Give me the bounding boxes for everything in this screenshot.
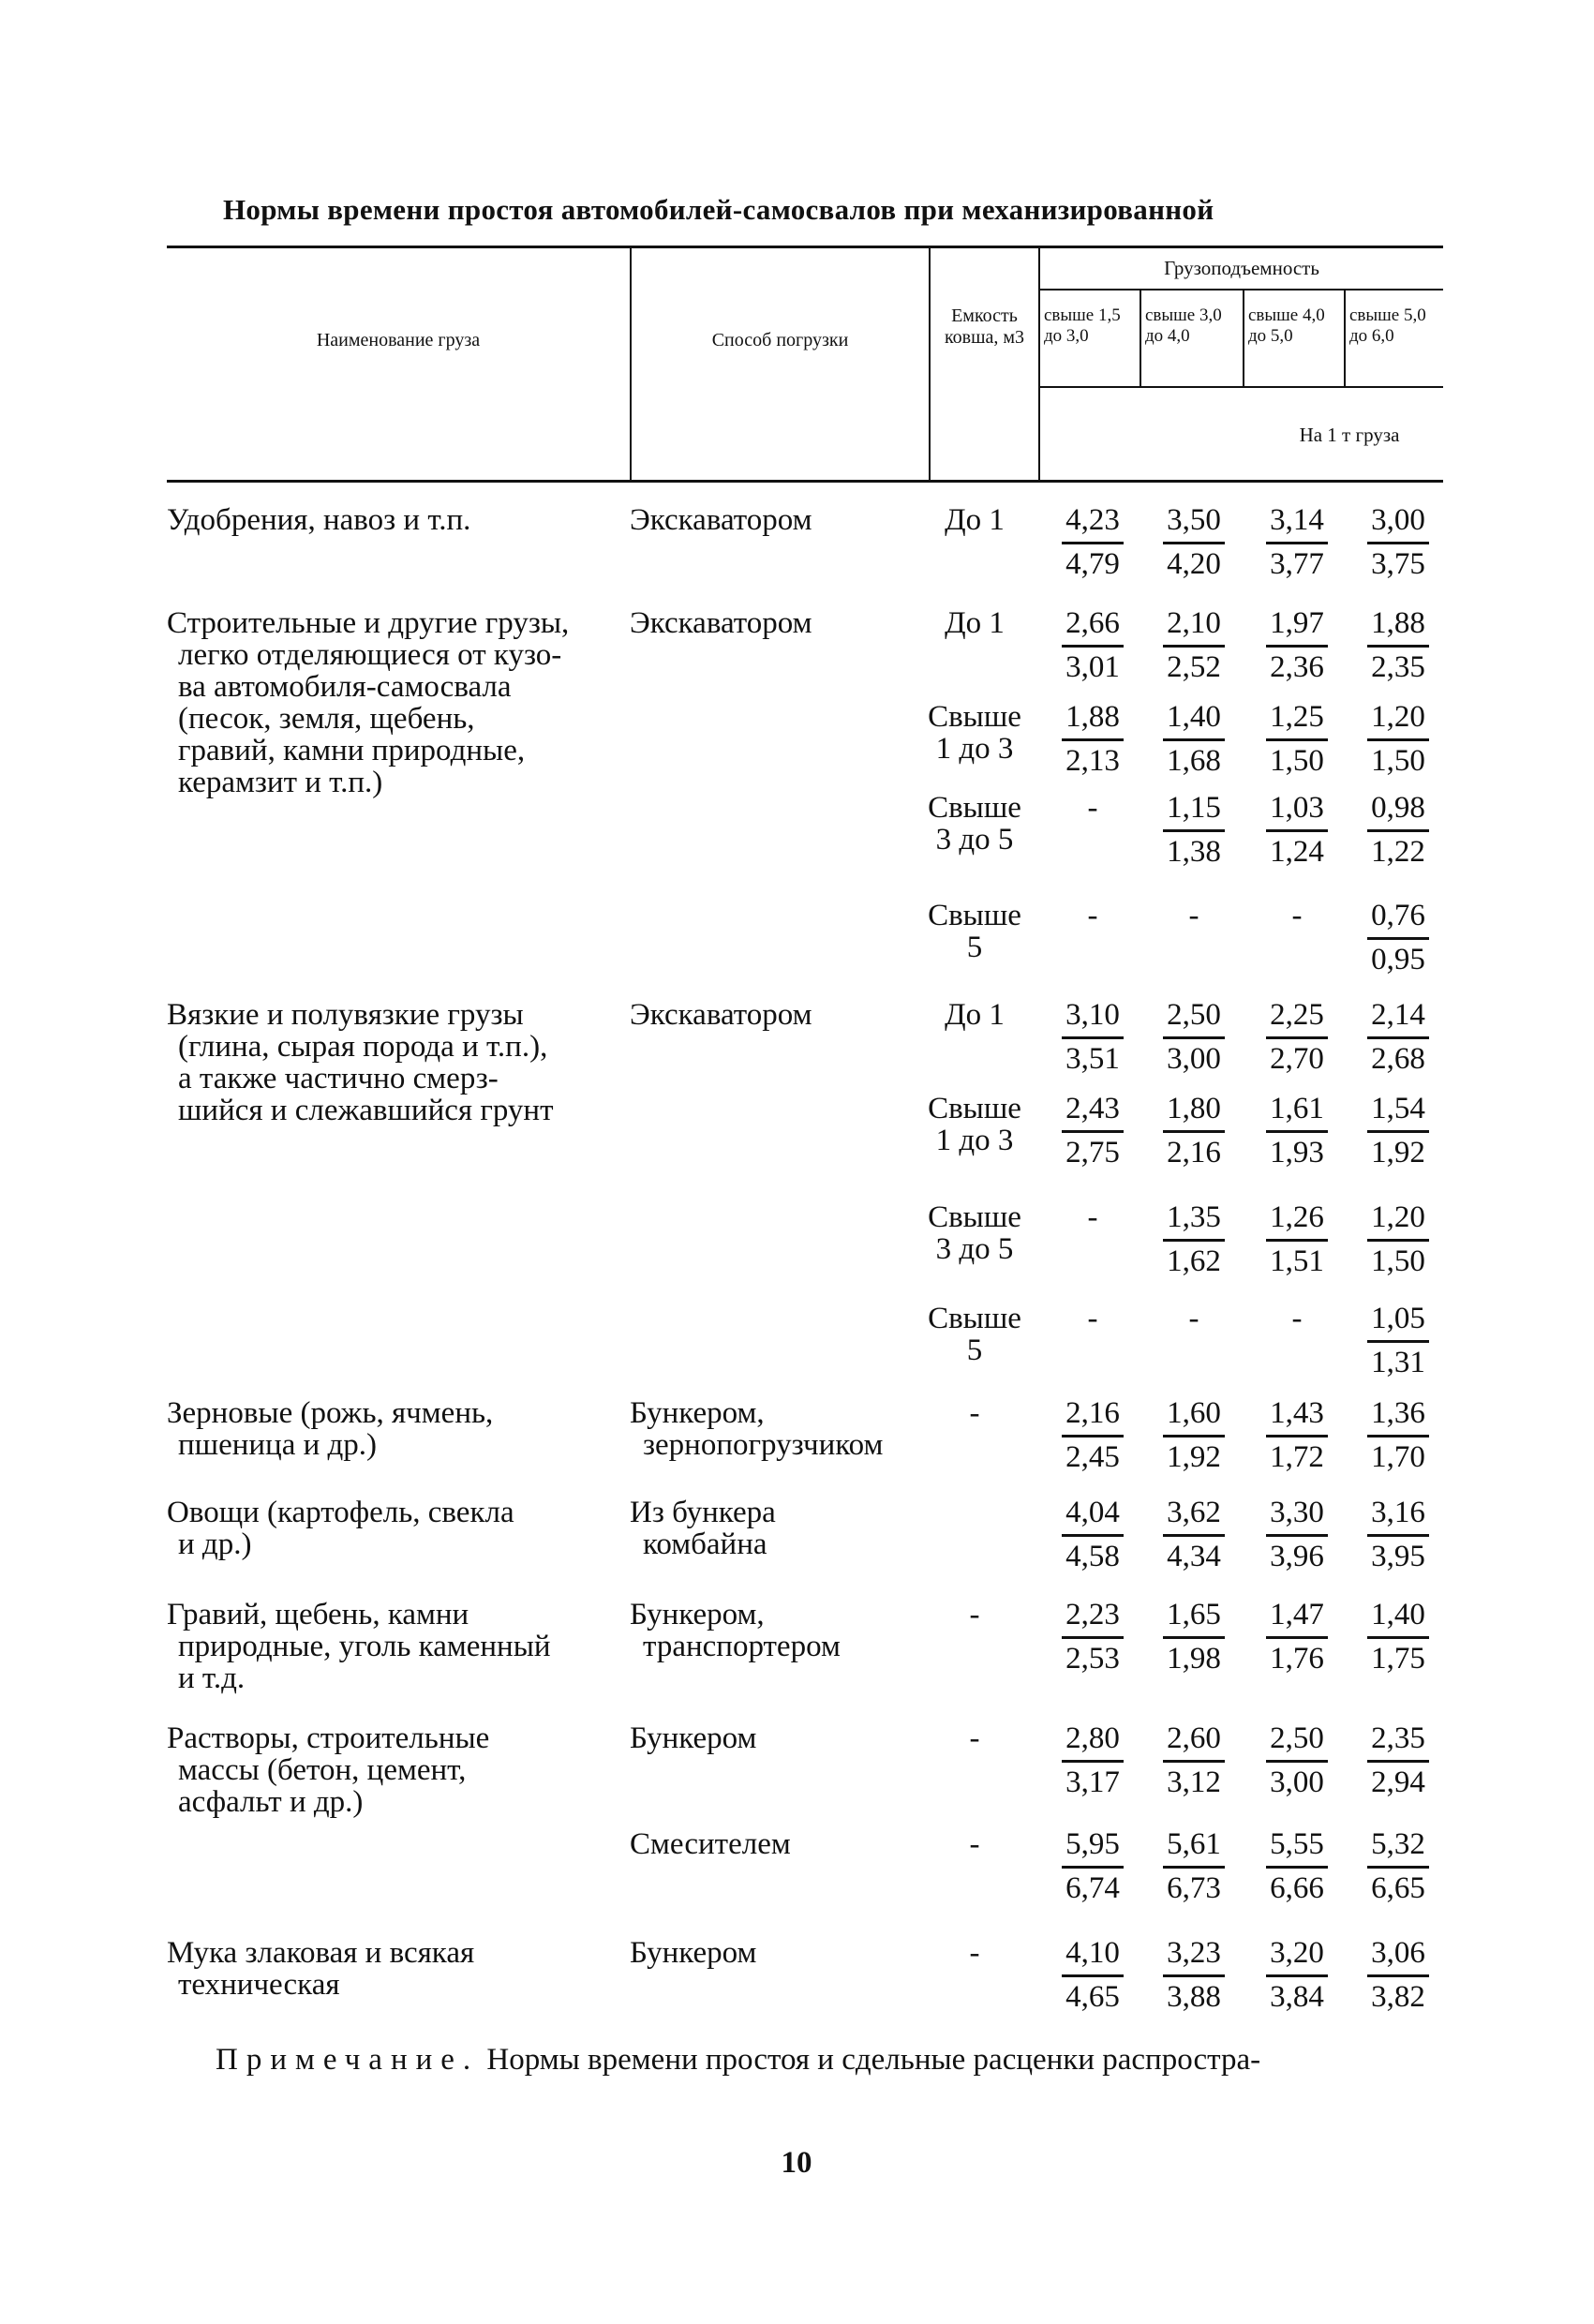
bucket-capacity-line: Свыше	[928, 791, 1021, 825]
norm-value-cell	[1059, 1397, 1126, 1477]
fraction-bar	[1367, 645, 1429, 648]
fraction-bar	[1367, 1866, 1429, 1869]
fraction-bar	[1163, 1636, 1225, 1639]
fraction-bar	[1163, 1239, 1225, 1242]
norm-time-value: 2,35	[1371, 1721, 1425, 1755]
rate-value: 2,16	[1167, 1136, 1221, 1169]
empty-value-dash: -	[1188, 1302, 1199, 1335]
norm-value-cell	[1364, 900, 1432, 979]
bucket-capacity-line: Свыше	[928, 1200, 1021, 1234]
rate-value: 3,77	[1270, 547, 1324, 581]
fraction-bar	[1367, 1435, 1429, 1438]
rate-value: 2,75	[1065, 1136, 1120, 1169]
norm-time-value: 1,40	[1371, 1598, 1425, 1631]
fraction-bar	[1163, 738, 1225, 741]
rate-value: 3,00	[1167, 1042, 1221, 1076]
rate-value: 1,92	[1167, 1440, 1221, 1474]
header-method: Способ погрузки	[711, 330, 849, 350]
cargo-name-line: Удобрения, навоз и т.п.	[167, 503, 471, 537]
col-divider-4	[1140, 289, 1141, 386]
norm-time-value: 5,95	[1065, 1827, 1120, 1861]
fraction-bar	[1266, 645, 1328, 648]
fraction-bar	[1062, 1534, 1124, 1537]
norm-value-cell	[1059, 504, 1126, 584]
col-divider-6	[1344, 289, 1346, 386]
norm-time-value: 3,14	[1270, 503, 1324, 537]
header-cargo: Наименование груза	[316, 330, 481, 350]
rate-value: 3,12	[1167, 1765, 1221, 1799]
fraction-bar	[1367, 1036, 1429, 1039]
norm-time-value: 2,14	[1371, 998, 1425, 1032]
norm-time-value: 1,40	[1167, 700, 1221, 734]
bucket-capacity-line: -	[969, 1598, 980, 1631]
rate-value: 2,70	[1270, 1042, 1324, 1076]
norm-value-cell	[1160, 607, 1228, 687]
fraction-bar	[1062, 1130, 1124, 1133]
fraction-bar	[1367, 1636, 1429, 1639]
loading-method-line: Экскаватором	[630, 503, 812, 537]
header-capacity-col-4: свыше 5,0 до 6,0	[1349, 305, 1426, 346]
norm-value-cell	[1160, 701, 1228, 781]
fraction-bar	[1266, 1534, 1328, 1537]
cargo-name-line: (песок, земля, щебень,	[178, 702, 475, 736]
cargo-name-line: шийся и слежавшийся грунт	[178, 1094, 554, 1127]
norm-value-cell	[1364, 701, 1432, 781]
bucket-capacity-line: 5	[966, 1333, 983, 1367]
norm-time-value: 4,23	[1065, 503, 1120, 537]
rate-value: 0,95	[1371, 943, 1425, 976]
norm-value-cell	[1263, 1397, 1331, 1477]
cargo-name-line: гравий, камни природные,	[178, 734, 526, 767]
bucket-capacity-line: Свыше	[928, 1092, 1021, 1125]
norm-value-cell	[1364, 1722, 1432, 1802]
rate-value: 6,66	[1270, 1871, 1324, 1905]
norm-time-value: 4,10	[1065, 1936, 1120, 1970]
rate-value: 2,68	[1371, 1042, 1425, 1076]
norm-time-value: 5,32	[1371, 1827, 1425, 1861]
norm-value-cell	[1059, 1828, 1126, 1908]
fraction-bar	[1367, 1534, 1429, 1537]
loading-method-line: Бункером,	[630, 1396, 765, 1430]
fraction-bar	[1367, 1239, 1429, 1242]
cargo-name-line: массы (бетон, цемент,	[178, 1753, 467, 1787]
footnote-label: Примечание.	[216, 2043, 480, 2077]
norm-time-value: 1,15	[1167, 791, 1221, 825]
rate-value: 3,75	[1371, 547, 1425, 581]
rate-value: 4,20	[1167, 547, 1221, 581]
header-capacity-col-3: свыше 4,0 до 5,0	[1248, 305, 1325, 346]
norm-time-value: 3,06	[1371, 1936, 1425, 1970]
norm-time-value: 1,03	[1270, 791, 1324, 825]
bucket-capacity-line: -	[969, 1721, 980, 1755]
rate-value: 6,74	[1065, 1871, 1120, 1905]
bucket-capacity-line: 5	[966, 931, 983, 964]
norm-time-value: 3,62	[1167, 1496, 1221, 1529]
rate-value: 1,31	[1371, 1346, 1425, 1379]
rate-value: 1,93	[1270, 1136, 1324, 1169]
header-per-unit: На 1 т груза	[1299, 424, 1400, 446]
empty-value-dash: -	[1087, 1200, 1098, 1234]
norm-value-cell	[1160, 1828, 1228, 1908]
footnote	[216, 2043, 1434, 2078]
empty-value-dash: -	[1291, 899, 1303, 932]
norm-value-cell	[1364, 1093, 1432, 1172]
col-divider-3	[1038, 246, 1040, 480]
bucket-capacity-line: -	[969, 1396, 980, 1430]
rate-value: 3,95	[1371, 1540, 1425, 1573]
norm-value-cell	[1059, 1722, 1126, 1802]
norm-value-cell	[1263, 504, 1331, 584]
rate-value: 2,36	[1270, 650, 1324, 684]
norm-time-value: 2,16	[1065, 1396, 1120, 1430]
norm-value-cell	[1059, 1497, 1126, 1576]
norm-time-value: 1,88	[1371, 606, 1425, 640]
header-capacity-col-2: свыше 3,0 до 4,0	[1145, 305, 1222, 346]
norm-time-value: 1,25	[1270, 700, 1324, 734]
loading-method-line: Бункером	[630, 1721, 757, 1755]
norm-time-value: 2,66	[1065, 606, 1120, 640]
rate-value: 1,70	[1371, 1440, 1425, 1474]
norm-value-cell	[1263, 792, 1331, 872]
fraction-bar	[1266, 1760, 1328, 1763]
rate-value: 2,35	[1371, 650, 1425, 684]
fraction-bar	[1266, 542, 1328, 544]
norm-value-cell	[1059, 1937, 1126, 2017]
rate-value: 1,62	[1167, 1244, 1221, 1278]
rate-value: 3,84	[1270, 1980, 1324, 2014]
norm-value-cell	[1364, 999, 1432, 1079]
rate-value: 1,76	[1270, 1642, 1324, 1676]
norm-value-cell	[1364, 1303, 1432, 1382]
bucket-capacity-line: -	[969, 1827, 980, 1861]
norm-time-value: 2,50	[1270, 1721, 1324, 1755]
cargo-name-line: ва автомобиля-самосвала	[178, 670, 512, 704]
rate-value: 1,38	[1167, 835, 1221, 869]
norm-value-cell	[1160, 1599, 1228, 1678]
cargo-name-line: пшеница и др.)	[178, 1428, 378, 1462]
fraction-bar	[1062, 1974, 1124, 1977]
norm-value-cell	[1160, 1722, 1228, 1802]
norm-time-value: 5,61	[1167, 1827, 1221, 1861]
norm-time-value: 2,23	[1065, 1598, 1120, 1631]
bucket-capacity-line: До 1	[945, 503, 1005, 537]
norm-value-cell	[1364, 1937, 1432, 2017]
capacity-group-rule	[1038, 289, 1443, 290]
rate-value: 1,22	[1371, 835, 1425, 869]
fraction-bar	[1367, 542, 1429, 544]
norm-value-cell	[1364, 504, 1432, 584]
bucket-capacity-line: 3 до 5	[935, 823, 1014, 857]
norm-time-value: 2,43	[1065, 1092, 1120, 1125]
norm-value-cell	[1364, 1201, 1432, 1281]
norm-time-value: 2,50	[1167, 998, 1221, 1032]
norm-value-cell	[1059, 1599, 1126, 1678]
rate-value: 2,53	[1065, 1642, 1120, 1676]
norm-value-cell	[1263, 1093, 1331, 1172]
fraction-bar	[1062, 1435, 1124, 1438]
rate-value: 4,58	[1065, 1540, 1120, 1573]
norm-value-cell	[1364, 792, 1432, 872]
cargo-name-line: Мука злаковая и всякая	[167, 1936, 475, 1970]
norm-value-cell	[1059, 607, 1126, 687]
norm-time-value: 1,20	[1371, 1200, 1425, 1234]
fraction-bar	[1163, 542, 1225, 544]
bucket-capacity-line: Свыше	[928, 700, 1021, 734]
fraction-bar	[1163, 1036, 1225, 1039]
col-divider-1	[630, 246, 632, 480]
bucket-capacity-line: 1 до 3	[935, 1124, 1014, 1157]
fraction-bar	[1367, 738, 1429, 741]
norm-time-value: 0,76	[1371, 899, 1425, 932]
empty-value-dash: -	[1087, 1302, 1098, 1335]
header-capacity-group: Грузоподъемность	[1164, 257, 1319, 279]
norm-time-value: 3,16	[1371, 1496, 1425, 1529]
rate-value: 3,51	[1065, 1042, 1120, 1076]
cargo-name-line: природные, уголь каменный	[178, 1630, 551, 1663]
norm-value-cell	[1364, 1828, 1432, 1908]
rate-value: 3,01	[1065, 650, 1120, 684]
loading-method-line: Бункером,	[630, 1598, 765, 1631]
norm-value-cell	[1364, 1497, 1432, 1576]
norm-value-cell	[1160, 1397, 1228, 1477]
cargo-name-line: Вязкие и полувязкие грузы	[167, 998, 524, 1032]
rate-value: 1,24	[1270, 835, 1324, 869]
rate-value: 3,96	[1270, 1540, 1324, 1573]
bucket-capacity-line: 1 до 3	[935, 732, 1014, 766]
norm-time-value: 2,60	[1167, 1721, 1221, 1755]
norm-value-cell	[1364, 1397, 1432, 1477]
page-title: Нормы времени простоя автомобилей-самосвалов при механизированной	[223, 193, 1214, 226]
rate-value: 4,79	[1065, 547, 1120, 581]
rate-value: 3,00	[1270, 1765, 1324, 1799]
cargo-name-line: Гравий, щебень, камни	[167, 1598, 469, 1631]
cargo-name-line: а также частично смерз-	[178, 1062, 499, 1095]
norm-value-cell	[1263, 1828, 1331, 1908]
rate-value: 4,34	[1167, 1540, 1221, 1573]
norm-time-value: 1,43	[1270, 1396, 1324, 1430]
fraction-bar	[1062, 1760, 1124, 1763]
norm-time-value: 1,65	[1167, 1598, 1221, 1631]
norm-time-value: 1,60	[1167, 1396, 1221, 1430]
rate-value: 1,75	[1371, 1642, 1425, 1676]
norm-time-value: 1,88	[1065, 700, 1120, 734]
fraction-bar	[1163, 1534, 1225, 1537]
empty-value-dash: -	[1087, 791, 1098, 825]
fraction-bar	[1367, 1974, 1429, 1977]
col-divider-2	[929, 246, 931, 480]
fraction-bar	[1062, 645, 1124, 648]
fraction-bar	[1266, 1239, 1328, 1242]
loading-method-line: транспортером	[643, 1630, 841, 1663]
header-bottom-rule	[167, 480, 1443, 483]
cargo-name-line: (глина, сырая порода и т.п.),	[178, 1030, 548, 1064]
norm-time-value: 1,47	[1270, 1598, 1324, 1631]
cargo-name-line: керамзит и т.п.)	[178, 766, 383, 799]
fraction-bar	[1163, 1130, 1225, 1133]
col-divider-5	[1243, 289, 1244, 386]
norm-time-value: 3,30	[1270, 1496, 1324, 1529]
header-capacity-col-1: свыше 1,5 до 3,0	[1044, 305, 1121, 346]
norm-time-value: 1,54	[1371, 1092, 1425, 1125]
fraction-bar	[1367, 1340, 1429, 1343]
fraction-bar	[1266, 1866, 1328, 1869]
norm-value-cell	[1160, 504, 1228, 584]
fraction-bar	[1163, 1974, 1225, 1977]
rate-value: 2,94	[1371, 1765, 1425, 1799]
norm-time-value: 1,36	[1371, 1396, 1425, 1430]
rate-value: 1,51	[1270, 1244, 1324, 1278]
norm-time-value: 2,80	[1065, 1721, 1120, 1755]
loading-method-line: Экскаватором	[630, 606, 812, 640]
norm-value-cell	[1263, 1497, 1331, 1576]
norm-value-cell	[1364, 607, 1432, 687]
rate-value: 1,50	[1270, 744, 1324, 778]
fraction-bar	[1367, 1130, 1429, 1133]
fraction-bar	[1367, 829, 1429, 832]
norm-value-cell	[1160, 1937, 1228, 2017]
norm-value-cell	[1059, 999, 1126, 1079]
cargo-name-line: техническая	[178, 1968, 340, 2002]
cargo-name-line: и т.д.	[178, 1661, 246, 1695]
rate-value: 1,50	[1371, 744, 1425, 778]
cargo-name-line: Овощи (картофель, свекла	[167, 1496, 514, 1529]
norm-value-cell	[1263, 1599, 1331, 1678]
loading-method-line: Бункером	[630, 1936, 757, 1970]
fraction-bar	[1266, 1435, 1328, 1438]
fraction-bar	[1062, 542, 1124, 544]
rate-value: 1,98	[1167, 1642, 1221, 1676]
capacity-cols-rule	[1038, 386, 1443, 388]
fraction-bar	[1266, 738, 1328, 741]
norm-value-cell	[1160, 1093, 1228, 1172]
fraction-bar	[1163, 1760, 1225, 1763]
rate-value: 2,13	[1065, 744, 1120, 778]
rate-value: 3,17	[1065, 1765, 1120, 1799]
norm-value-cell	[1263, 1937, 1331, 2017]
norm-value-cell	[1364, 1599, 1432, 1678]
norm-time-value: 1,97	[1270, 606, 1324, 640]
loading-method-line: зернопогрузчиком	[643, 1428, 884, 1462]
fraction-bar	[1266, 1130, 1328, 1133]
fraction-bar	[1163, 1435, 1225, 1438]
fraction-bar	[1266, 829, 1328, 832]
rate-value: 6,73	[1167, 1871, 1221, 1905]
norm-time-value: 1,20	[1371, 700, 1425, 734]
cargo-name-line: Строительные и другие грузы,	[167, 606, 570, 640]
norm-time-value: 3,50	[1167, 503, 1221, 537]
fraction-bar	[1062, 1866, 1124, 1869]
fraction-bar	[1266, 1036, 1328, 1039]
norm-time-value: 3,20	[1270, 1936, 1324, 1970]
norm-value-cell	[1160, 999, 1228, 1079]
norm-time-value: 5,55	[1270, 1827, 1324, 1861]
loading-method-line: Из бункера	[630, 1496, 776, 1529]
fraction-bar	[1062, 1036, 1124, 1039]
norm-time-value: 1,80	[1167, 1092, 1221, 1125]
norm-value-cell	[1059, 1093, 1126, 1172]
footnote-text: Нормы времени простоя и сдельные расценки распростра-	[486, 2043, 1261, 2077]
rate-value: 6,65	[1371, 1871, 1425, 1905]
fraction-bar	[1266, 1636, 1328, 1639]
bucket-capacity-line: -	[969, 1936, 980, 1970]
bucket-capacity-line: Свыше	[928, 1302, 1021, 1335]
norm-value-cell	[1263, 999, 1331, 1079]
rate-value: 3,82	[1371, 1980, 1425, 2014]
rate-value: 1,92	[1371, 1136, 1425, 1169]
norm-value-cell	[1160, 1201, 1228, 1281]
norm-value-cell	[1263, 1722, 1331, 1802]
empty-value-dash: -	[1188, 899, 1199, 932]
bucket-capacity-line: Свыше	[928, 899, 1021, 932]
norm-time-value: 4,04	[1065, 1496, 1120, 1529]
norm-value-cell	[1059, 701, 1126, 781]
fraction-bar	[1062, 1636, 1124, 1639]
norm-time-value: 1,26	[1270, 1200, 1324, 1234]
bucket-capacity-line: До 1	[945, 606, 1005, 640]
norm-time-value: 2,10	[1167, 606, 1221, 640]
fraction-bar	[1062, 738, 1124, 741]
fraction-bar	[1367, 937, 1429, 940]
loading-method-line: комбайна	[643, 1527, 767, 1561]
rate-value: 2,45	[1065, 1440, 1120, 1474]
cargo-name-line: асфальт и др.)	[178, 1785, 364, 1819]
norm-value-cell	[1160, 1497, 1228, 1576]
norm-value-cell	[1263, 701, 1331, 781]
norm-time-value: 0,98	[1371, 791, 1425, 825]
rate-value: 1,50	[1371, 1244, 1425, 1278]
empty-value-dash: -	[1291, 1302, 1303, 1335]
loading-method-line: Смесителем	[630, 1827, 791, 1861]
norm-time-value: 3,00	[1371, 503, 1425, 537]
header-bucket: Емкость ковша, м3	[944, 305, 1025, 348]
fraction-bar	[1163, 1866, 1225, 1869]
cargo-name-line: и др.)	[178, 1527, 252, 1561]
norm-time-value: 3,10	[1065, 998, 1120, 1032]
rate-value: 3,88	[1167, 1980, 1221, 2014]
bucket-capacity-line: До 1	[945, 998, 1005, 1032]
norm-value-cell	[1263, 607, 1331, 687]
norm-time-value: 2,25	[1270, 998, 1324, 1032]
norm-time-value: 1,61	[1270, 1092, 1324, 1125]
cargo-name-line: легко отделяющиеся от кузо-	[178, 638, 562, 672]
fraction-bar	[1266, 1974, 1328, 1977]
cargo-name-line: Растворы, строительные	[167, 1721, 490, 1755]
rate-value: 4,65	[1065, 1980, 1120, 2014]
norm-time-value: 3,23	[1167, 1936, 1221, 1970]
norm-value-cell	[1263, 1201, 1331, 1281]
page-number: 10	[781, 2146, 812, 2180]
bucket-capacity-line: 3 до 5	[935, 1232, 1014, 1266]
cargo-name-line: Зерновые (рожь, ячмень,	[167, 1396, 494, 1430]
rate-value: 1,68	[1167, 744, 1221, 778]
empty-value-dash: -	[1087, 899, 1098, 932]
norm-value-cell	[1160, 792, 1228, 872]
norm-time-value: 1,05	[1371, 1302, 1425, 1335]
rate-value: 2,52	[1167, 650, 1221, 684]
table-top-rule	[167, 246, 1443, 248]
norm-time-value: 1,35	[1167, 1200, 1221, 1234]
fraction-bar	[1163, 829, 1225, 832]
fraction-bar	[1163, 645, 1225, 648]
loading-method-line: Экскаватором	[630, 998, 812, 1032]
fraction-bar	[1367, 1760, 1429, 1763]
rate-value: 1,72	[1270, 1440, 1324, 1474]
